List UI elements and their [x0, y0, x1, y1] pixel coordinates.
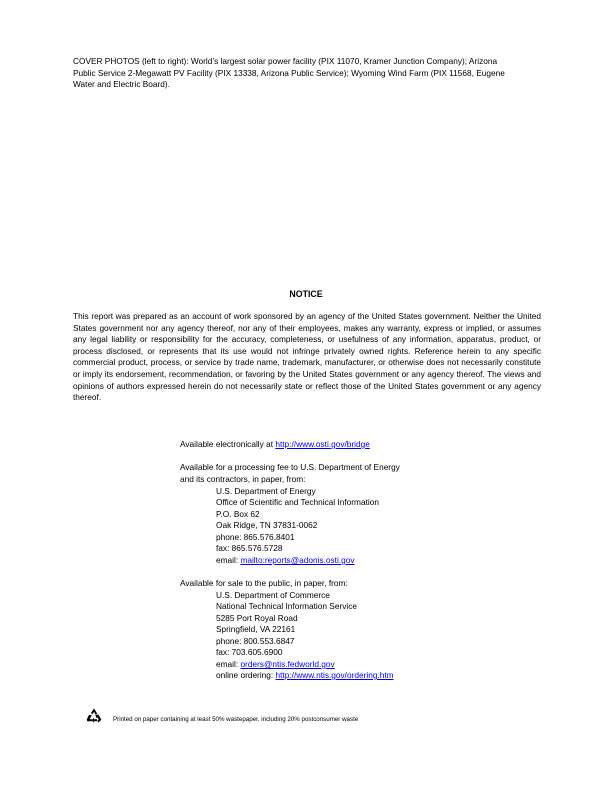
ntis-phone: phone: 800.553.6847: [216, 636, 295, 646]
notice-body: This report was prepared as an account of work sponsored by an agency of the United States government. Neither the United States government nor any agency thereof, nor any of their employees, makes any warranty, express or implied, or assumes any legal liability or responsibility for the accuracy, completeness, or usefulness of any information, apparatus, product, or process disclosed, or represents that its use would not infringe privately owned rights. Reference herein to any specific commercial product, process, or service by trade name, trademark, manufacturer, or otherwise does not necessarily constitute or imply its endorsement, recommendation, or favoring by the United States government or any agency thereof. The views and opinions of authors expressed herein do not necessarily state or reflect those of the United States government or any agency thereof.: [73, 311, 541, 403]
cover-photos-caption: COVER PHOTOS (left to right): World’s largest solar power facility (PIX 11070, Kramer Junction Company); Arizona Public Service 2-Megawatt PV Facility (PIX 13338, Arizona Public Service); Wyoming Wind Farm (PIX 11568, Eugene Water and Electric Board).: [73, 56, 505, 90]
electronic-label: Available electronically at: [180, 439, 276, 449]
doe-availability-line1: Available for a processing fee to U.S. Department of Energy: [180, 462, 400, 472]
ntis-service: National Technical Information Service: [216, 601, 357, 611]
ntis-fax: fax: 703.605.6900: [216, 647, 283, 657]
doe-phone: phone: 865.576.8401: [216, 532, 295, 542]
doe-email-label: email:: [216, 555, 241, 565]
ntis-ordering-link[interactable]: http://www.ntis.gov/ordering.htm: [275, 670, 394, 680]
doe-office: Office of Scientific and Technical Information: [216, 497, 379, 507]
osti-bridge-link[interactable]: http://www.osti.gov/bridge: [275, 439, 370, 449]
ntis-online-label: online ordering:: [216, 670, 276, 680]
ntis-email-label: email:: [216, 659, 241, 669]
ntis-org: U.S. Department of Commerce: [216, 590, 330, 600]
doe-email-link[interactable]: mailto:reports@adonis.osti.gov: [240, 555, 355, 565]
doe-city: Oak Ridge, TN 37831-0062: [216, 520, 318, 530]
doe-org: U.S. Department of Energy: [216, 486, 316, 496]
ntis-street: 5285 Port Royal Road: [216, 613, 298, 623]
notice-title: NOTICE: [289, 289, 323, 299]
doe-email-row: [216, 555, 354, 567]
doe-fax: fax: 865.576.5728: [216, 543, 283, 553]
electronic-availability: [180, 439, 370, 451]
doe-availability-line2: and its contractors, in paper, from:: [180, 474, 306, 484]
recycle-icon: [85, 707, 103, 725]
ntis-email-link[interactable]: orders@ntis.fedworld.gov: [240, 659, 335, 669]
recycled-paper-note: Printed on paper containing at least 50% wastepaper, including 20% postconsumer waste: [113, 716, 359, 723]
ntis-city: Springfield, VA 22161: [216, 624, 296, 634]
doe-box: P.O. Box 62: [216, 509, 260, 519]
ntis-online-row: [216, 670, 394, 682]
public-availability-line: Available for sale to the public, in paper, from:: [180, 578, 348, 588]
ntis-email-row: [216, 659, 335, 671]
